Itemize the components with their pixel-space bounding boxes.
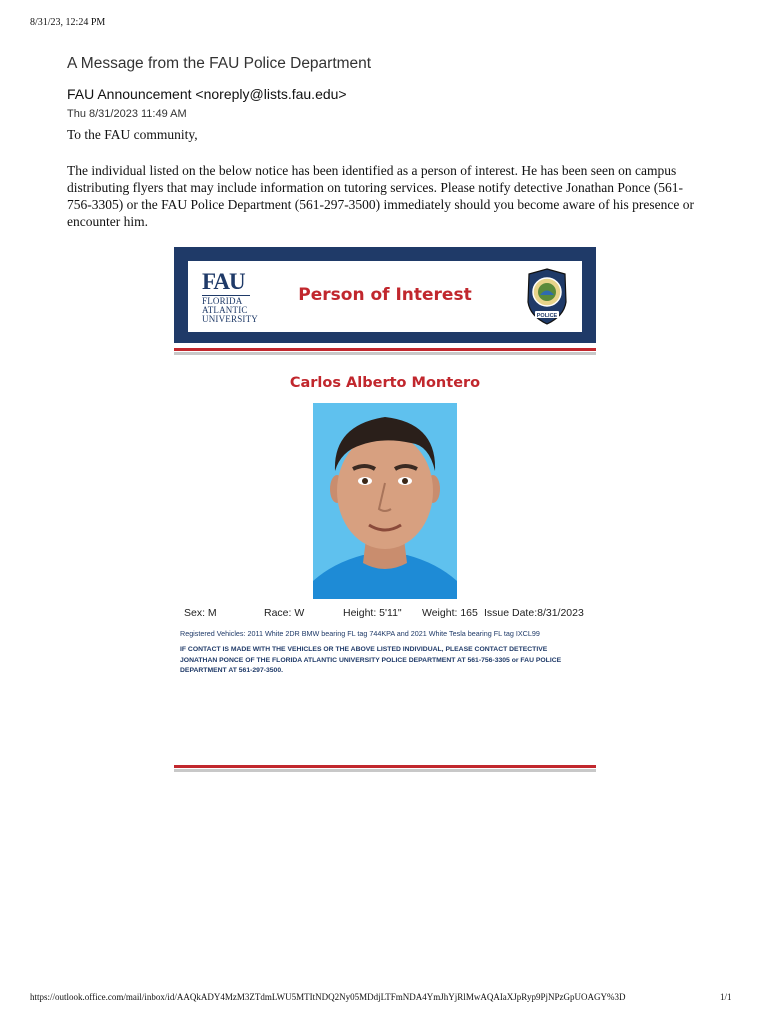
- portrait-illustration: [313, 403, 457, 599]
- badge-label: POLICE: [536, 313, 558, 319]
- flyer-banner: [174, 247, 596, 343]
- contact-warning: IF CONTACT IS MADE WITH THE VEHICLES OR THE ABOVE LISTED INDIVIDUAL, PLEASE CONTACT DETECTIVE JONATHAN PONCE OF THE FLORIDA ATLANTIC UNIVERSITY POLICE DEPARTMENT AT 561-756-3305 or FAU POLICE DEPARTMENT AT 561-297-3500.: [180, 646, 562, 674]
- email-greeting: To the FAU community,: [67, 127, 198, 142]
- banner-stripe-red: [174, 348, 596, 351]
- print-footer-url: https://outlook.office.com/mail/inbox/id/AAQkADY4MzM3ZTdmLWU5MTItNDQ2Ny05MDdjLTFmNDA4YmJhYjRlMwAQAIaXJpRyp9PjNPzGpUOAGY%3D: [30, 992, 626, 1002]
- stat-sex: Sex: M: [184, 607, 217, 619]
- registered-vehicles: Registered Vehicles: 2011 White 2DR BMW bearing FL tag 744KPA and 2021 White Tesla bearing FL tag IXCL99: [180, 629, 540, 638]
- stat-race: Race: W: [264, 607, 305, 619]
- stat-issue-date: Issue Date:8/31/2023: [484, 607, 584, 619]
- footer-stripe-red: [174, 765, 596, 768]
- email-body: The individual listed on the below notice has been identified as a person of interest. He has been seen on campus distributing flyers that may include information on tutoring services. Please notify detective Jonathan Ponce (561-756-3305) or the FAU Police Department (561-297-3500) immediately should you become aware of his presence or encounter him.: [67, 163, 694, 229]
- footer-stripe-gray: [174, 769, 596, 772]
- logo-line-1: FLORIDA: [202, 296, 243, 306]
- stat-height: Height: 5'11": [343, 607, 402, 619]
- flyer-banner-inner: [188, 261, 582, 332]
- logo-line-3: UNIVERSITY: [202, 314, 258, 324]
- logo-line-2: ATLANTIC: [202, 305, 248, 315]
- banner-stripe-gray: [174, 352, 596, 355]
- email-sent-time: Thu 8/31/2023 11:49 AM: [67, 108, 187, 120]
- logo-mark: FAU: [202, 269, 245, 294]
- stat-weight: Weight: 165: [422, 607, 478, 619]
- flyer-title: Person of Interest: [298, 285, 472, 305]
- person-name: Carlos Alberto Montero: [289, 375, 481, 391]
- print-date: 8/31/23, 12:24 PM: [30, 17, 106, 28]
- person-photo: [313, 403, 457, 599]
- email-sender: FAU Announcement <noreply@lists.fau.edu>: [67, 86, 347, 102]
- print-footer-page: 1/1: [720, 992, 732, 1002]
- police-badge-icon: [526, 268, 568, 325]
- person-of-interest-flyer: [174, 247, 596, 773]
- email-subject: A Message from the FAU Police Department: [67, 55, 372, 72]
